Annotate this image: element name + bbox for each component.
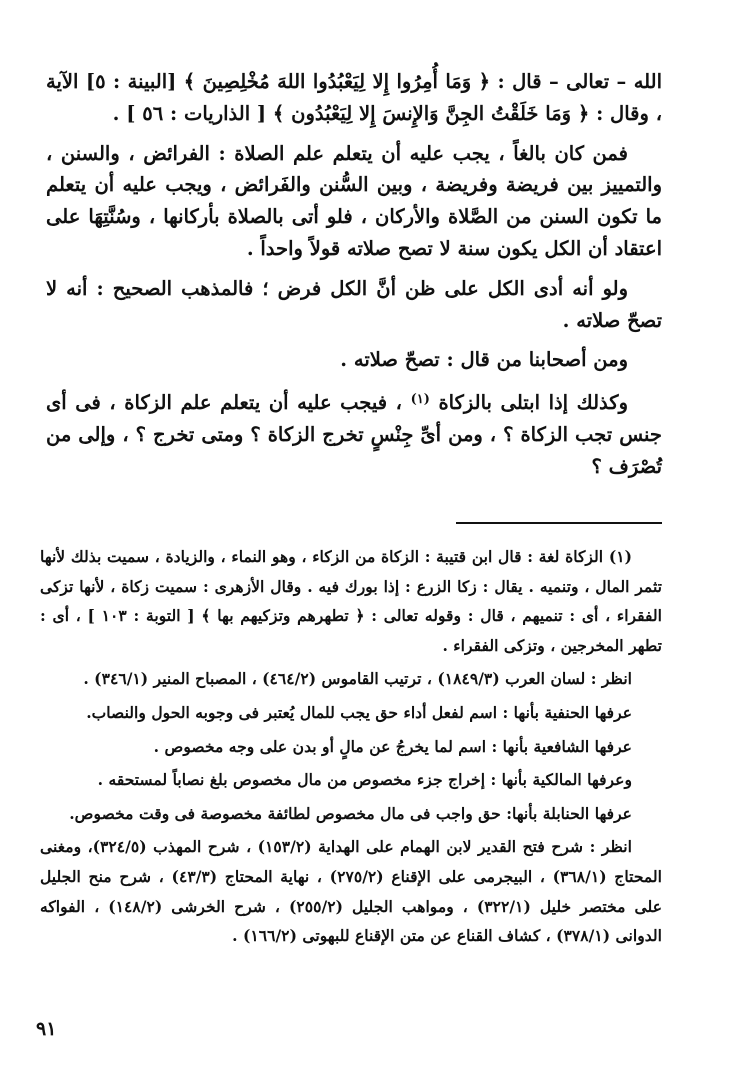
footnote-term: الزكاة لغة : <box>527 547 604 566</box>
footnote-text: قال ابن قتيبة : الزكاة من الزكاء ، وهو النماء ، والزيادة ، سميت بذلك لأنها تثمر المال ، وتنميه . يقال : زكا الزرع : إذا بورك فيه . وقال الأزهرى : سميت زكاة ، لأنها تزكى الفقراء ، أى : تنميهم ، قال : وقوله تعالى : ﴿ تطهرهم وتزكيهم بها ﴾ [ التوبة : ١٠٣ ] ، أى : تطهر المخرجين ، وتزكى الفقراء . <box>40 547 662 655</box>
definition-text: اسم لما يخرجُ عن مالٍ أو بدن على وجه مخصوص . <box>153 736 487 756</box>
footnote-separator <box>456 522 662 524</box>
definition-hanafi <box>40 698 662 728</box>
footnote-references-2: انظر : شرح فتح القدير لابن الهمام على الهداية (١٥٣/٢) ، شرح المهذب (٣٢٤/٥)، ومغنى المحتاج (٣٦٨/١) ، البيجرمى على الإقناع (٢٧٥/٢) ، نهاية المحتاج (٤٣/٣) ، شرح منح الجليل على مختصر خليل (٣٢٢/١) ، ومواهب الجليل (٢٥٥/٢) ، شرح الخرشى (١٤٨/٢) ، الفواكه الدوانى (٣٧٨/١) ، كشاف القناع عن متن الإقناع للبهوتى (١٦٦/٢) . <box>40 837 662 946</box>
paragraph-zakat <box>46 384 662 482</box>
zakat-text-start: وكذلك إذا ابتلى بالزكاة <box>438 391 628 415</box>
definition-maliki <box>40 765 662 795</box>
definition-hanbali <box>40 799 662 829</box>
footnote-number: (١) <box>608 547 632 566</box>
definition-text: حق واجب فى مال مخصوص لطائفة مخصوصة فى وقت مخصوص. <box>69 803 501 823</box>
footnote-references-1: انظر : لسان العرب (١٨٤٩/٣) ، ترتيب القاموس (٤٦٤/٢) ، المصباح المنير (٣٤٦/١) . <box>83 669 632 689</box>
footnote-1 <box>40 542 662 660</box>
definition-shafii <box>40 732 662 762</box>
paragraph-all-obligatory: ولو أنه أدى الكل على ظن أنَّ الكل فرض ؛ فالمذهب الصحيح : أنه لا تصحّ صلاته . <box>46 276 662 332</box>
footnotes <box>40 542 662 955</box>
definition-term: عرفها الحنفية بأنها : <box>502 702 632 722</box>
paragraph-companions-opinion: ومن أصحابنا من قال : تصحّ صلاته . <box>340 348 628 372</box>
paragraph-quran-verses: الله – تعالى – قال : ﴿ وَمَا أُمِرُوا إِلا لِيَعْبُدُوا اللهَ مُخْلِصِينَ ﴾ [البينة : ٥] الآية ، وقال : ﴿ وَمَا خَلَقْتُ الجِنَّ وَالإِنسَ إِلا لِيَعْبُدُون ﴾ [ الذاريات : ٥٦ ] . <box>46 70 663 125</box>
main-text <box>46 66 662 491</box>
definition-term: عرفها الحنابلة بأنها: <box>506 803 632 823</box>
paragraph-prayer-knowledge: فمن كان بالغاً ، يجب عليه أن يتعلم علم الصلاة : الفرائض ، والسنن ، والتمييز بين فريضة وفريضة ، وبين السُّنن والفَرائض ، ويجب عليه أن يتعلم ما تكون السنن من الصَّلاة والأركان ، فلو أتى بالصلاة بأركانها ، وسُنَّتِهَا على اعتقاد أن الكل يكون سنة لا تصح صلاته قولاً واحداً . <box>46 141 662 260</box>
page-number: ٩١ <box>36 1018 57 1040</box>
definition-text: إخراج جزء مخصوص من مال مخصوص بلغ نصاباً لمستحقه . <box>97 770 486 790</box>
definition-term: وعرفها المالكية بأنها : <box>490 770 632 790</box>
definition-term: عرفها الشافعية بأنها : <box>491 736 632 756</box>
footnote-marker[interactable]: (١) <box>410 392 430 408</box>
definition-text: اسم لفعل أداء حق يجب للمال يُعتبر فى وجوبه الحول والنصاب. <box>86 702 498 722</box>
zakat-text-end: ، فيجب عليه أن يتعلم علم الزكاة ، فى أى جنس تجب الزكاة ؟ ، ومن أىِّ جِنْسٍ تخرج الزكاة ؟ ومتى تخرج ؟ ، وإلى من تُصْرَف ؟ <box>46 391 662 478</box>
